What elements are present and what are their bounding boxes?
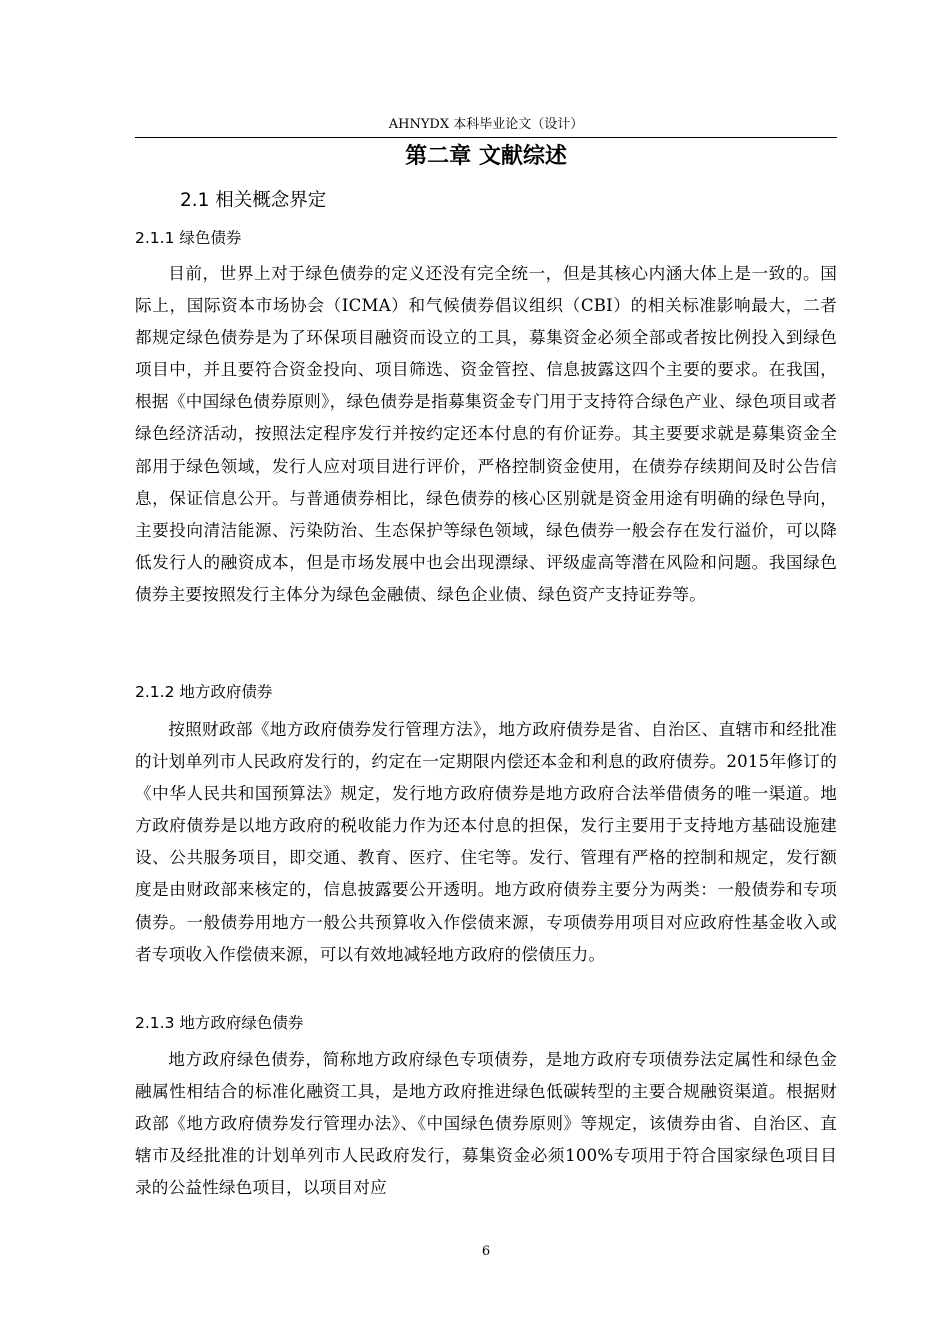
subsection-title-green-bonds: 2.1.1 绿色债券 (135, 229, 242, 247)
paragraph-green-bonds: 目前，世界上对于绿色债券的定义还没有完全统一，但是其核心内涵大体上是一致的。国际上，国际资本市场协会（ICMA）和气候债券倡议组织（CBI）的相关标准影响最大，二者都规定绿色债券是为了环保项目融资而设立的工具，募集资金必须全部或者按比例投入到绿色项目中，并且要符合资金投向、项目筛选、资金管控、信息披露这四个主要的要求。在我国，根据《中国绿色债券原则》，绿色债券是指募集资金专门用于支持符合绿色产业、绿色项目或者绿色经济活动，按照法定程序发行并按约定还本付息的有价证券。其主要要求就是募集资金全部用于绿色领域，发行人应对项目进行评价，严格控制资金使用，在债券存续期间及时公告信息，保证信息公开。与普通债券相比，绿色债券的核心区别就是资金用途有明确的绿色导向，主要投向清洁能源、污染防治、生态保护等绿色领域，绿色债券一般会存在发行溢价，可以降低发行人的融资成本，但是市场发展中也会出现漂绿、评级虚高等潜在风险和问题。我国绿色债券主要按照发行主体分为绿色金融债、绿色企业债、绿色资产支持证券等。 (135, 264, 837, 604)
subsection-title-local-gov-green-bonds: 2.1.3 地方政府绿色债券 (135, 1014, 304, 1032)
page-number: 6 (481, 1244, 491, 1259)
running-header: AHNYDX 本科毕业论文（设计） (388, 117, 584, 132)
paragraph-local-gov-green-bonds: 地方政府绿色债券，简称地方政府绿色专项债券，是地方政府专项债券法定属性和绿色金融属性相结合的标准化融资工具，是地方政府推进绿色低碳转型的主要合规融资渠道。根据财政部《地方政府债券发行管理办法》、《中国绿色债券原则》等规定，该债券由省、自治区、直辖市及经批准的计划单列市人民政府发行，募集资金必须100%专项用于符合国家绿色项目目录的公益性绿色项目，以项目对应 (135, 1050, 837, 1198)
header-rule (135, 137, 837, 138)
section-title: 2.1 相关概念界定 (180, 190, 327, 211)
chapter-title: 第二章 文献综述 (405, 144, 567, 169)
subsection-title-local-gov-bonds: 2.1.2 地方政府债券 (135, 683, 273, 701)
paragraph-local-gov-bonds: 按照财政部《地方政府债券发行管理方法》，地方政府债券是省、自治区、直辖市和经批准的计划单列市人民政府发行的，约定在一定期限内偿还本金和利息的政府债券。2015年修订的《中华人民共和国预算法》规定，发行地方政府债券是地方政府合法举借债务的唯一渠道。地方政府债券是以地方政府的税收能力作为还本付息的担保，发行主要用于支持地方基础设施建设、公共服务项目，即交通、教育、医疗、住宅等。发行、管理有严格的控制和规定，发行额度是由财政部来核定的，信息披露要公开透明。地方政府债券主要分为两类：一般债券和专项债券。一般债券用地方一般公共预算收入作偿债来源，专项债券用项目对应政府性基金收入或者专项收入作偿债来源，可以有效地减轻地方政府的偿债压力。 (135, 720, 837, 964)
